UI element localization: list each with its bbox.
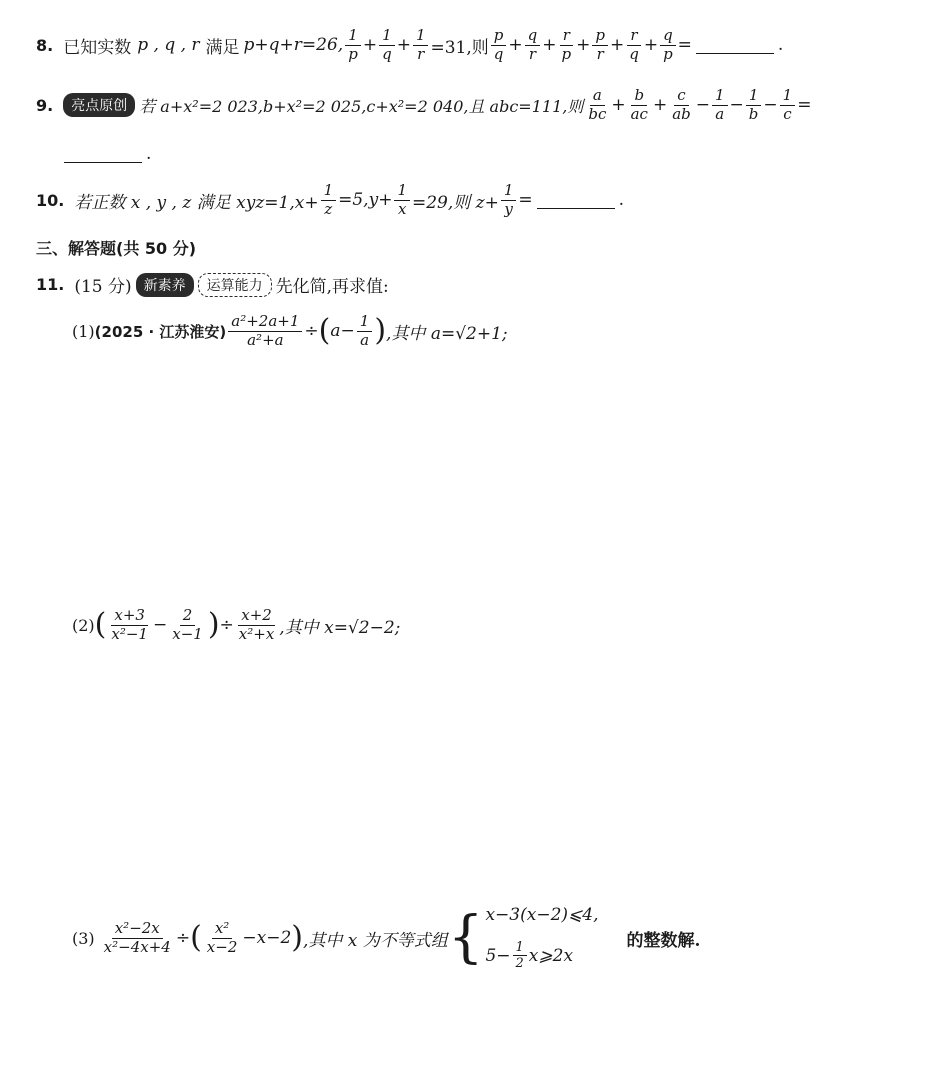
fraction: $\frac{b}{ac}$ (630, 86, 648, 123)
q11-instruction: 先化简,再求值: (275, 277, 389, 297)
period: . (146, 144, 152, 164)
q8-recip-eq: =31,则 (430, 37, 489, 58)
equals-sign: = (518, 190, 533, 211)
part-label: (2) (72, 615, 95, 635)
divide-sign: ÷ (219, 615, 234, 636)
fraction: $\frac{c}{ab}$ (672, 86, 691, 123)
fraction: $\frac{x+3}{\text{x²−1}}$ (111, 606, 148, 643)
part-label: (1) (72, 321, 95, 341)
part-condition: ,其中 x 为不等式组 (303, 930, 448, 951)
left-paren: ( (318, 313, 331, 349)
plus-sign: + (362, 35, 378, 56)
left-paren: ( (94, 607, 107, 643)
inner-expression: a− (330, 321, 355, 342)
plus-sign: + (611, 95, 626, 116)
computation-ability-badge: 运算能力 (198, 273, 272, 297)
q8-cond-label: 满足 (205, 37, 240, 58)
q11-score: (15 分) (74, 277, 132, 297)
question-number: 8. (36, 35, 54, 55)
fraction: $\frac{1}{q}$ (379, 28, 395, 63)
plus-sign: + (396, 35, 411, 56)
fraction: $\frac{p}{q}$ (491, 28, 507, 63)
fraction: $\frac{q}{r}$ (525, 28, 541, 63)
question-number: 9. (36, 95, 54, 115)
answer-blank[interactable] (537, 192, 615, 209)
fraction: $\frac{1}{z}$ (321, 183, 337, 218)
fraction: $\frac{1}{b}$ (746, 88, 762, 123)
question-9-blank-line (60, 144, 151, 164)
equals-sign: = (797, 95, 812, 116)
fraction: $\frac{\text{x²−2x}}{\text{x²−4x+4}}$ (103, 918, 171, 956)
left-brace: { (447, 905, 484, 970)
fraction: $\frac{1}{r}$ (413, 28, 429, 63)
fraction: $\frac{p}{r}$ (592, 28, 608, 63)
q8-prefix: 已知实数 (63, 37, 132, 58)
inner-expression: −x−2 (242, 928, 292, 948)
question-8 (36, 28, 783, 63)
equals-sign: = (677, 35, 692, 56)
minus-sign: − (729, 95, 744, 116)
inequality-1: x−3(x−2)⩽4, (485, 905, 599, 925)
fraction: $\frac{\text{a²+2a+1}}{\text{a²+a}}$ (228, 314, 302, 349)
fraction: $\frac{a}{bc}$ (588, 86, 607, 123)
q9-text: 若 a+x²=2 023,b+x²=2 025,c+x²=2 040,且 abc=111,则 (139, 96, 584, 116)
plus-sign: + (643, 35, 659, 56)
plus-sign: + (652, 95, 668, 116)
fraction: $\frac{\text{x²}}{x-2}$ (206, 918, 238, 956)
section-title-text: 三、解答题(共 50 分) (36, 239, 197, 258)
fraction: $\frac{2}{x-1}$ (172, 606, 203, 643)
question-11-part-3 (72, 905, 700, 971)
right-paren: ) (374, 313, 387, 349)
fraction: $\frac{1}{y}$ (501, 183, 517, 218)
q10-text-3: =29,则 z+ (411, 192, 499, 213)
part-tail: 的整数解. (626, 930, 701, 951)
answer-blank[interactable] (64, 146, 142, 163)
period: . (777, 35, 784, 56)
question-11 (36, 272, 389, 297)
inequality-2-part-b: x⩾2x (528, 945, 574, 966)
question-number: 10. (36, 190, 65, 210)
plus-sign: + (542, 35, 557, 56)
fraction: $\frac{1}{x}$ (394, 183, 410, 218)
q8-vars: p , q , r (137, 35, 200, 56)
question-11-part-2 (72, 608, 400, 643)
part-condition: ,其中 x=√2−2; (279, 617, 401, 638)
fraction: $\frac{r}{q}$ (629, 26, 639, 63)
minus-sign: − (695, 95, 710, 116)
new-literacy-badge: 新素养 (136, 273, 194, 297)
fraction: $\frac{x+2}{\text{x²+x}}$ (238, 606, 275, 643)
divide-sign: ÷ (175, 928, 191, 948)
highlight-original-badge: 亮点原创 (63, 93, 135, 117)
inequality-2 (485, 941, 598, 971)
question-9 (36, 88, 811, 123)
fraction: $\frac{1}{c}$ (780, 88, 796, 123)
part-condition: ,其中 a=√2+1; (386, 323, 508, 344)
q10-text-1: 若正数 x , y , z 满足 xyz=1,x+ (74, 192, 319, 213)
fraction: $\frac{r}{p}$ (561, 26, 572, 63)
left-paren: ( (190, 920, 202, 955)
inequality-system (485, 905, 598, 971)
divide-sign: ÷ (304, 321, 319, 342)
fraction: $\frac{1}{2}$ (513, 941, 527, 971)
question-number: 11. (36, 275, 65, 294)
minus-sign: − (763, 95, 778, 116)
q8-sum-eq: p+q+r=26, (243, 35, 344, 56)
part-label: (3) (72, 928, 95, 948)
plus-sign: + (576, 35, 591, 56)
right-paren: ) (207, 607, 220, 643)
fraction: $\frac{q}{p}$ (660, 28, 676, 63)
answer-blank[interactable] (696, 37, 774, 54)
question-10 (36, 183, 624, 218)
plus-sign: + (609, 35, 625, 56)
fraction: $\frac{1}{p}$ (345, 28, 361, 63)
section-3-title (36, 236, 196, 259)
question-11-part-1 (72, 314, 508, 349)
part-source: (2025 · 江苏淮安) (94, 322, 227, 341)
q10-text-2: =5,y+ (338, 190, 393, 211)
period: . (618, 190, 625, 211)
plus-sign: + (508, 35, 523, 56)
inequality-2-part-a: 5− (485, 945, 511, 966)
right-paren: ) (291, 920, 303, 955)
minus-sign: − (152, 615, 168, 636)
fraction: $\frac{1}{a}$ (357, 314, 373, 349)
fraction: $\frac{1}{a}$ (712, 88, 728, 123)
